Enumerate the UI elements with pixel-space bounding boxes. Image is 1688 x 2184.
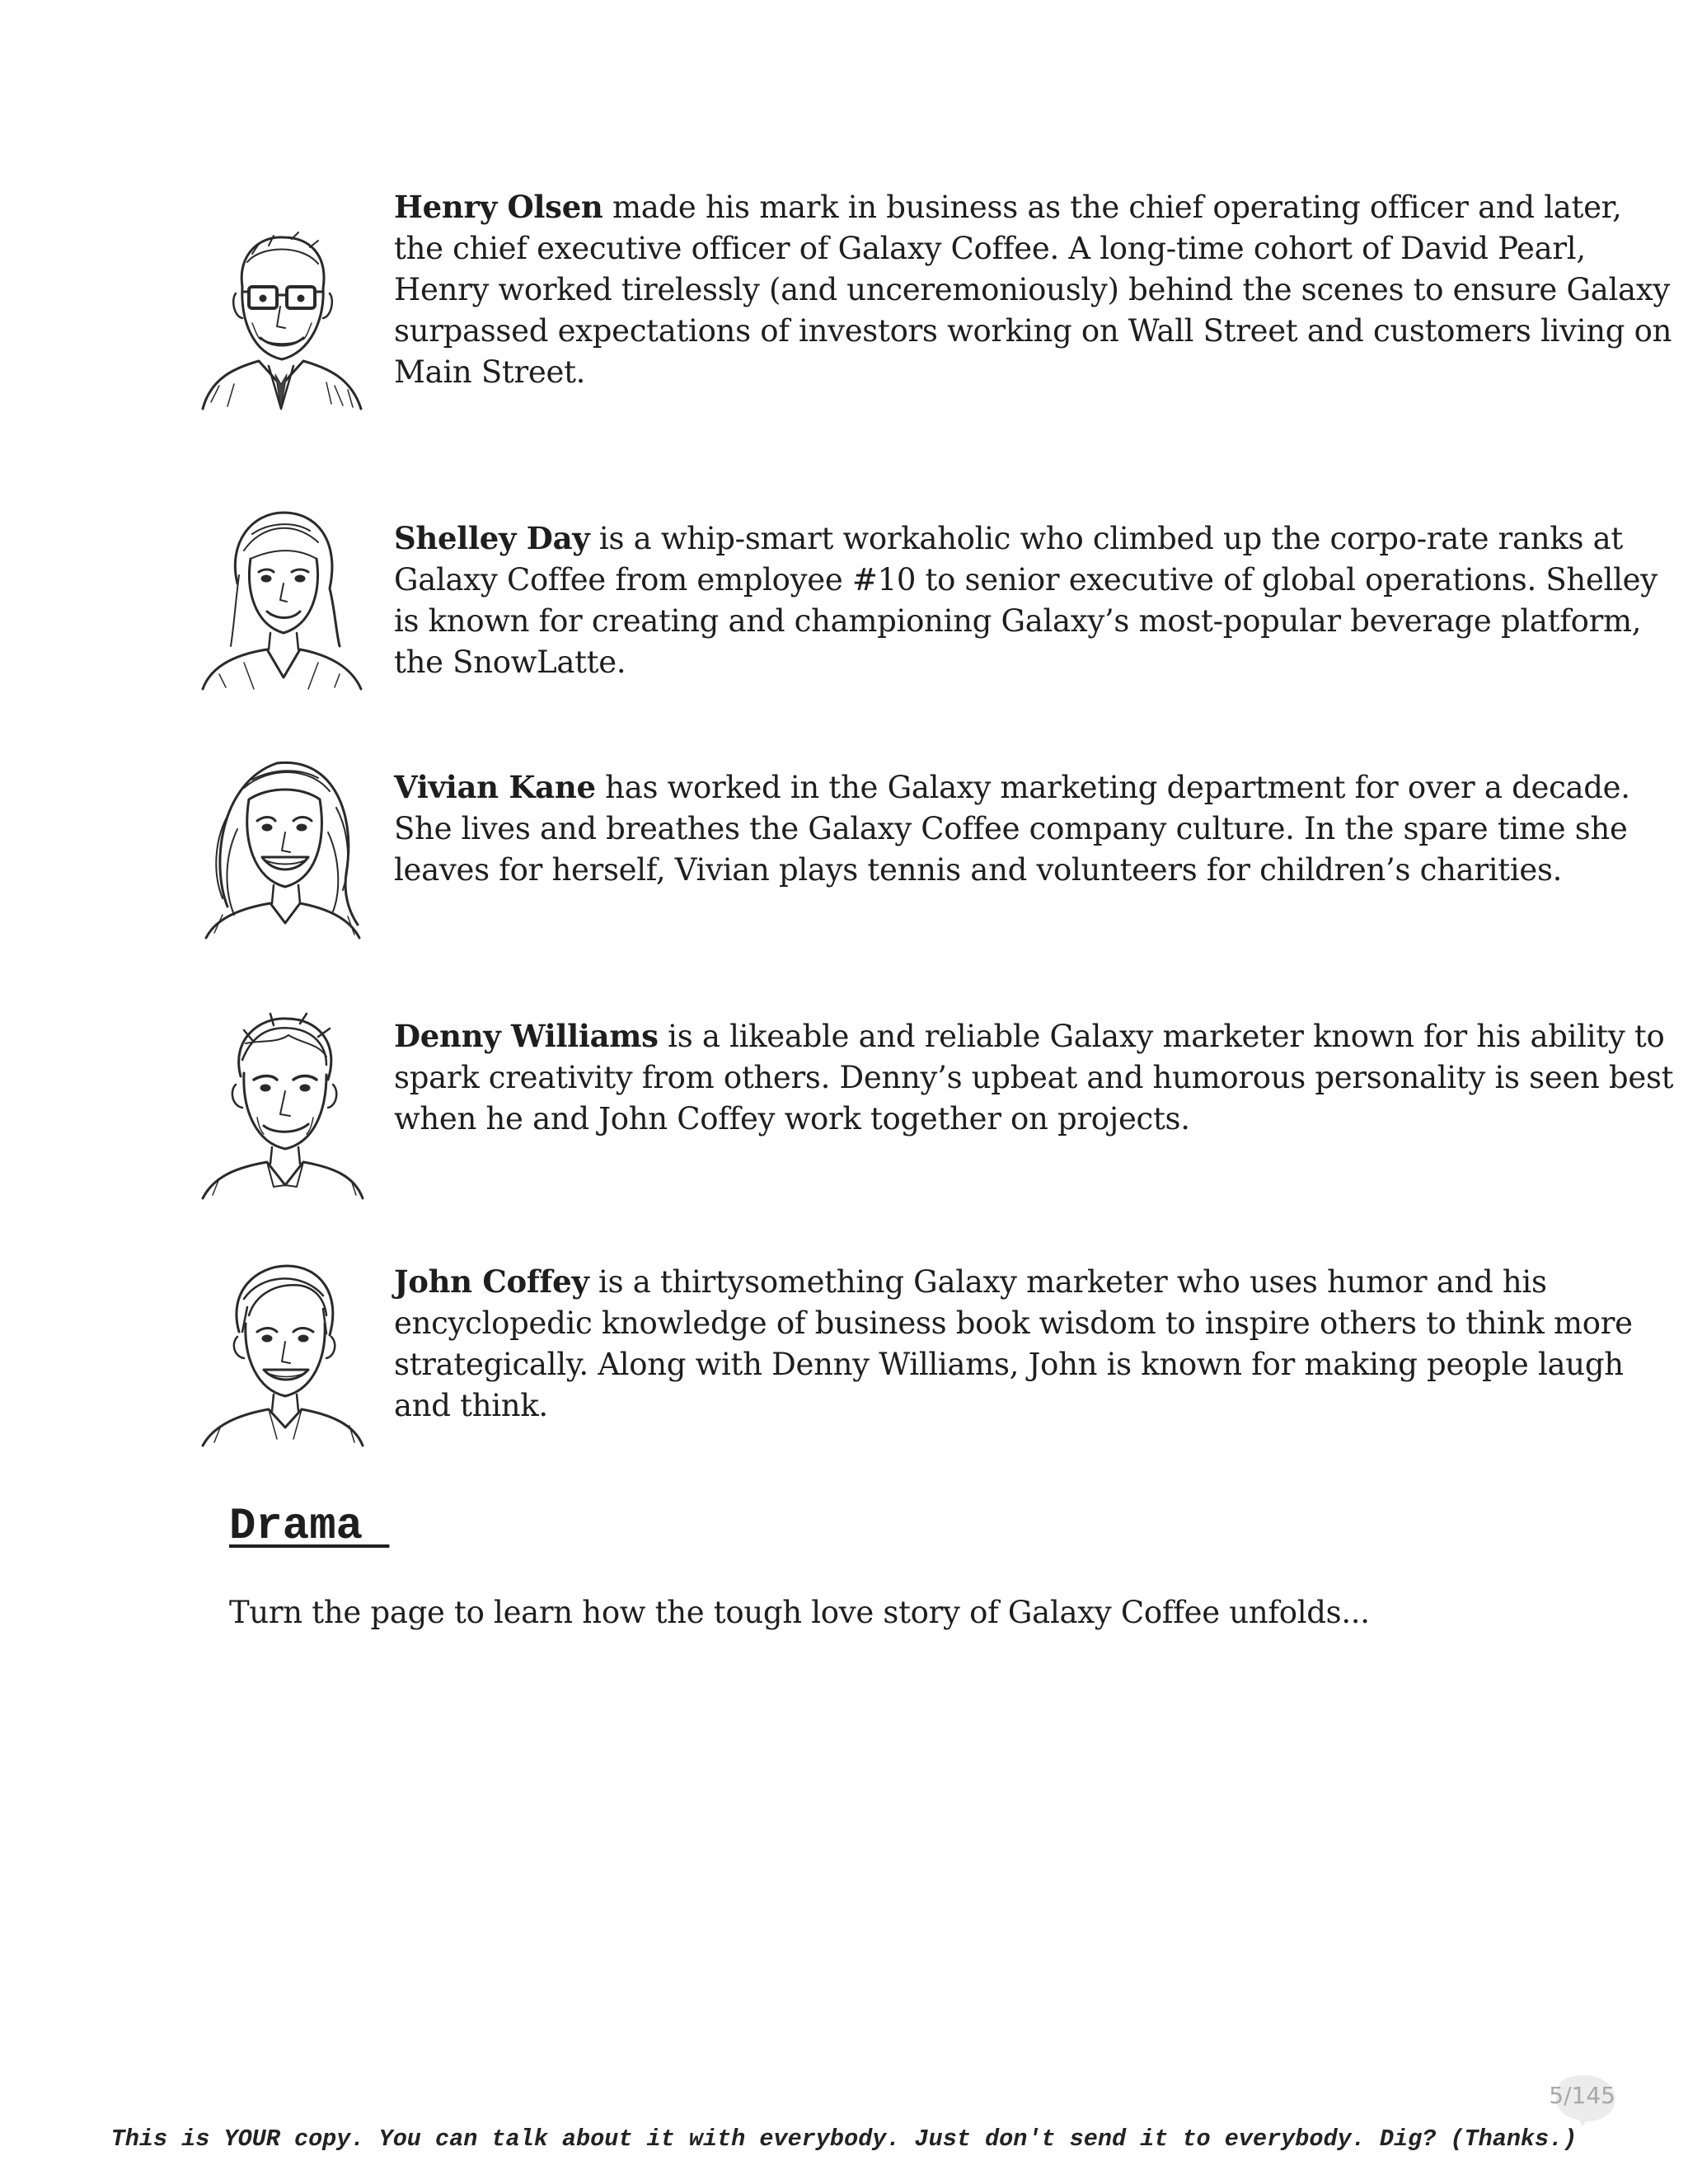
character-name: Vivian Kane — [394, 769, 596, 805]
character-summary: made his mark in business as the chief operating officer and later, the chief executive officer of Galaxy Coffee. A long-time cohort of David Pearl, Henry worked tirelessly (and unceremoniously) behind the scenes to ensure Galaxy surpassed expectations of investors working on Wall Street and customers living on Main Street. — [394, 190, 1672, 390]
denny-williams-portrait — [195, 1010, 368, 1200]
page-number-label: 5/145 — [1549, 2082, 1615, 2109]
john-coffey-portrait — [195, 1258, 368, 1447]
page-number — [1533, 2074, 1632, 2126]
henry-olsen-portrait — [195, 221, 368, 410]
character-summary: is a thirtysomething Galaxy marketer who uses humor and his encyclopedic knowledge of business book wisdom to inspire others to think more strategically. Along with Denny Williams, John is known for making people laugh and think. — [394, 1264, 1633, 1423]
character-name: Denny Williams — [394, 1018, 659, 1054]
copyright-footer: This is YOUR copy. You can talk about it with everybody. Just don't send it to everybody. Dig? (Thanks.) — [110, 2125, 1578, 2153]
character-name: Henry Olsen — [394, 189, 603, 225]
character-summary: is a whip-smart workaholic who climbed up the corpo-rate ranks at Galaxy Coffee from employee #10 to senior executive of global operations. Shelley is known for creating and championing Galaxy’s most-popular beverage platform, the SnowLatte. — [394, 521, 1658, 680]
character-name: John Coffey — [394, 1263, 589, 1300]
character-summary: has worked in the Galaxy marketing department for over a decade. She lives and breathes the Galaxy Coffee company culture. In the spare time she leaves for herself, Vivian plays tennis and volunteers for children’s charities. — [394, 770, 1630, 888]
character-description — [394, 1261, 1680, 1427]
vivian-kane-portrait — [195, 750, 368, 940]
shelley-day-portrait — [195, 501, 368, 691]
character-description — [394, 1015, 1680, 1140]
character-name: Shelley Day — [394, 520, 590, 556]
section-heading-drama: Drama — [229, 1502, 390, 1552]
character-description — [394, 518, 1680, 683]
character-description — [394, 186, 1680, 393]
character-summary: is a likeable and reliable Galaxy marketer known for his ability to spark creativity from others. Denny’s upbeat and humorous personality is seen best when he and John Coffey work together on projects. — [394, 1019, 1674, 1137]
section-intro: Turn the page to learn how the tough love story of Galaxy Coffee unfolds... — [229, 1595, 1370, 1630]
character-description — [394, 766, 1680, 891]
